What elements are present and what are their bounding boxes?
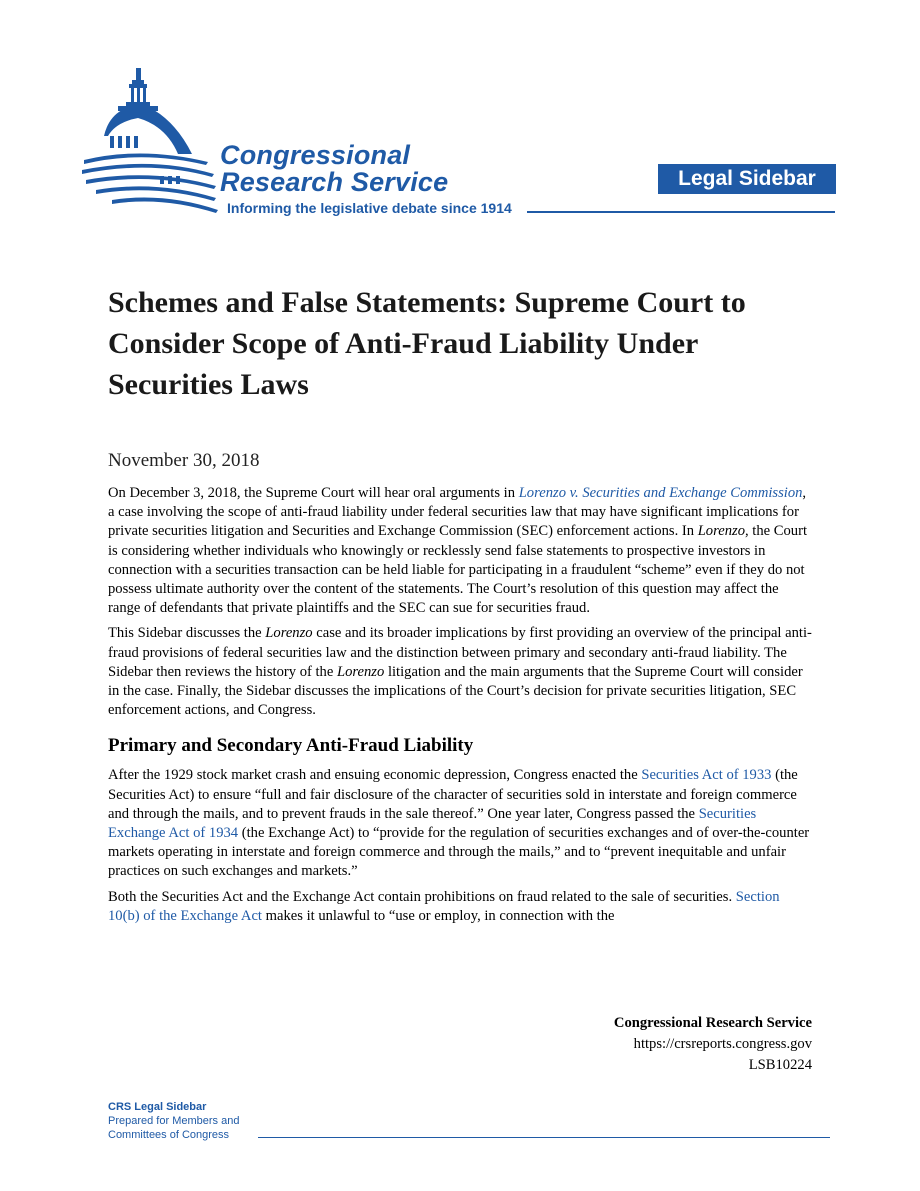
footer-left-line3: Committees of Congress bbox=[108, 1129, 230, 1141]
footer-org: Congressional Research Service bbox=[613, 1015, 812, 1031]
securities-act-link[interactable]: Securities Act of 1933 bbox=[641, 767, 772, 784]
footer-citation bbox=[614, 1013, 812, 1076]
article-body bbox=[108, 484, 813, 932]
paragraph-2: This Sidebar discusses the Lorenzo case and its broader implications by first providing an overview of the principal anti-fraud provisions of federal securities law and the distinction between primary and secondary anti-fraud liability. The Sidebar then reviews the history of the Lorenzo litigation and the main arguments that the Supreme Court will consider in the case. Finally, the Sidebar discusses the implications of the Court’s decision for private securities litigation, SEC enforcement actions, and Congress. bbox=[108, 625, 812, 719]
lorenzo-case-link[interactable]: Lorenzo v. Securities and Exchange Commission bbox=[518, 485, 803, 501]
footer-sidebar-label bbox=[108, 1100, 239, 1142]
crs-wordmark-line2: Research Service bbox=[220, 167, 449, 197]
section-heading: Primary and Secondary Anti-Fraud Liability bbox=[108, 735, 474, 757]
page-title: Schemes and False Statements: Supreme Court to Consider Scope of Anti-Fraud Liability Under Securities Laws bbox=[108, 286, 746, 401]
footer-divider bbox=[258, 1137, 830, 1138]
footer-url[interactable]: https://crsreports.congress.gov bbox=[633, 1036, 812, 1052]
publication-date: November 30, 2018 bbox=[108, 450, 260, 471]
exchange-act-link[interactable]: Securities Exchange Act of 1934 bbox=[108, 805, 757, 842]
paragraph-4: Both the Securities Act and the Exchange Act contain prohibitions on fraud related to the sale of securities. Section 10(b) of the Exchange Act makes it unlawful to “use or employ, in connection with the bbox=[108, 888, 780, 924]
footer-left-line2: Prepared for Members and bbox=[108, 1115, 240, 1127]
crs-tagline: Informing the legislative debate since 1914 bbox=[227, 200, 512, 216]
paragraph-1: On December 3, 2018, the Supreme Court will hear oral arguments in Lorenzo v. Securities and Exchange Commission, a case involving the scope of anti-fraud liability under federal securities law that may have significant implications for private securities litigation and Securities and Exchange Commission (SEC) enforcement actions. In Lorenzo, the Court is considering whether individuals who knowingly or recklessly send false statements to prospective investors in connection with a securities transaction can be held liable for participating in a fraudulent “scheme” even if they do not possess ultimate authority over the content of the statements. The Court’s resolution of this question may affect the range of defendants that private plaintiffs and the SEC can sue for securities fraud. bbox=[108, 485, 808, 617]
footer-report-id: LSB10224 bbox=[748, 1057, 812, 1073]
legal-sidebar-badge: Legal Sidebar bbox=[658, 164, 836, 194]
section-10b-link[interactable]: Section 10(b) of the Exchange Act bbox=[108, 888, 780, 924]
footer-left-title: CRS Legal Sidebar bbox=[108, 1101, 207, 1113]
crs-wordmark bbox=[220, 142, 448, 196]
paragraph-3: After the 1929 stock market crash and ensuing economic depression, Congress enacted the Securities Act of 1933 (the Securities Act) to ensure “full and fair disclosure of the character of securities sold in interstate and foreign commerce and through the mails, and to prevent frauds in the sale thereof.” One year later, Congress passed the Securities Exchange Act of 1934 (the Exchange Act) to “provide for the regulation of securities exchanges and of over-the-counter markets operating in interstate and foreign commerce and through the mails,” and to “prevent inequitable and unfair practices on such exchanges and markets.” bbox=[108, 767, 810, 880]
crs-wordmark-line1: Congressional bbox=[220, 140, 411, 170]
header-divider bbox=[527, 211, 835, 213]
